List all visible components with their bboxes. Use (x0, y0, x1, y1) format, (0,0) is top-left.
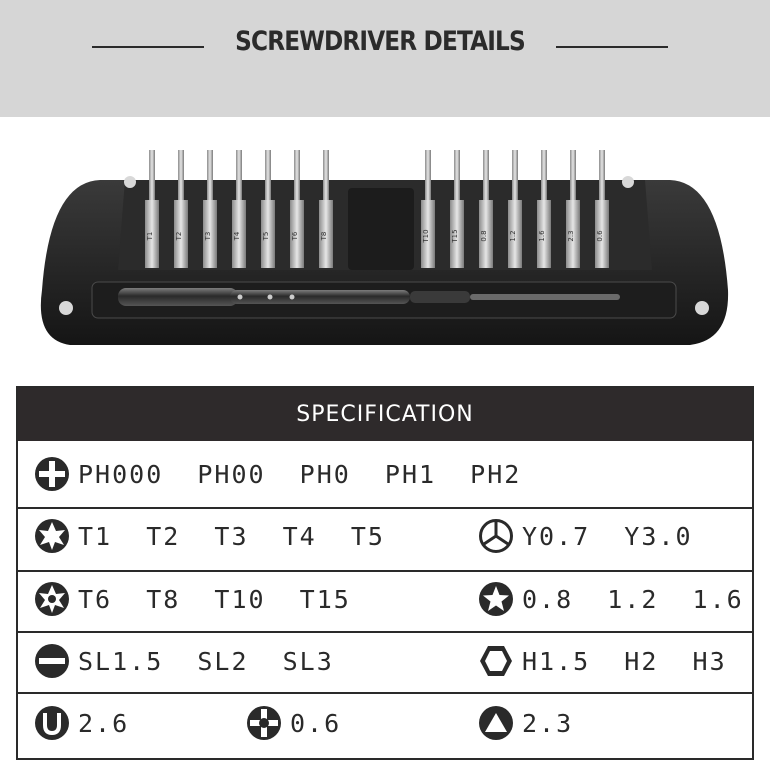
header-left-rule (92, 46, 204, 48)
screwdriver-bit (595, 150, 609, 268)
screwdriver-bit (203, 150, 217, 268)
screwdriver-bit (537, 150, 551, 268)
bit-label: T3 (204, 231, 212, 241)
screwdriver-bit (261, 150, 275, 268)
bit-label: T15 (451, 229, 459, 243)
spec-item-label: PH000 PH00 PH0 PH1 PH2 (78, 459, 522, 489)
pentalobe-icon (478, 581, 514, 617)
bit-label: T6 (291, 231, 299, 241)
bit-label: T5 (262, 231, 270, 241)
security-torx-icon (34, 581, 70, 617)
row-divider (18, 692, 752, 694)
screwdriver-bit (290, 150, 304, 268)
row-divider (18, 631, 752, 633)
spec-item-slotted (34, 641, 334, 681)
torx-icon (34, 518, 70, 554)
magnet-dot (59, 301, 73, 315)
screwdriver-bit (508, 150, 522, 268)
screwdriver-bit (566, 150, 580, 268)
spec-item-cross-center (246, 703, 341, 743)
spec-item-hex (478, 641, 727, 681)
spec-item-label: 2.3 (522, 708, 574, 738)
screwdriver-bit (319, 150, 333, 268)
screwdriver-bit (421, 150, 435, 268)
screwdriver-bit (232, 150, 246, 268)
bit-label: 0.8 (480, 230, 488, 242)
bit-label: 0.6 (596, 230, 604, 242)
screwdriver-bit (479, 150, 493, 268)
spec-item-pentalobe (478, 579, 744, 619)
header-banner (0, 0, 770, 117)
tri-wing-y-icon (478, 518, 514, 554)
spec-item-label: SL1.5 SL2 SL3 (78, 646, 334, 676)
spec-item-u-shape (34, 703, 129, 743)
spec-item-label: 0.8 1.2 1.6 (522, 584, 744, 614)
spec-item-triangle (478, 703, 573, 743)
header-right-rule (556, 46, 668, 48)
bit-label: T10 (422, 229, 430, 243)
spec-item-torx (34, 516, 385, 556)
triangle-icon (478, 705, 514, 741)
spec-item-label: H1.5 H2 H3 (522, 646, 727, 676)
spec-item-label: 2.6 (78, 708, 130, 738)
bit-label: 1.2 (509, 230, 517, 242)
screwdriver-bit (450, 150, 464, 268)
magnet-dot (695, 301, 709, 315)
screwdriver-bit (174, 150, 188, 268)
bit-label: T2 (175, 231, 183, 241)
hex-icon (478, 643, 514, 679)
bit-label: T4 (233, 231, 241, 241)
slotted-icon (34, 643, 70, 679)
cross-center-icon (246, 705, 282, 741)
row-divider (18, 570, 752, 572)
page-title: SCREWDRIVER DETAILS (235, 26, 525, 57)
bit-label: T8 (320, 231, 328, 241)
magnet-dot (124, 176, 136, 188)
spec-item-label: Y0.7 Y3.0 (522, 521, 693, 551)
bit-label: 1.6 (538, 230, 546, 242)
case-center-clip (348, 188, 414, 270)
phillips-icon (34, 456, 70, 492)
spec-item-security-torx (34, 579, 351, 619)
specification-table (16, 386, 754, 760)
row-divider (18, 507, 752, 509)
spec-item-label: T1 T2 T3 T4 T5 (78, 521, 385, 551)
specification-title: SPECIFICATION (18, 388, 752, 441)
u-shape-icon (34, 705, 70, 741)
bit-label: 2.3 (567, 230, 575, 242)
spec-item-label: 0.6 (290, 708, 342, 738)
magnet-dot (622, 176, 634, 188)
spec-item-label: T6 T8 T10 T15 (78, 584, 351, 614)
spec-item-phillips (34, 454, 521, 494)
bit-label: T1 (146, 231, 154, 241)
screwdriver-kit-photo (30, 140, 740, 360)
screwdriver-bit (145, 150, 159, 268)
spec-item-tri-wing (478, 516, 693, 556)
